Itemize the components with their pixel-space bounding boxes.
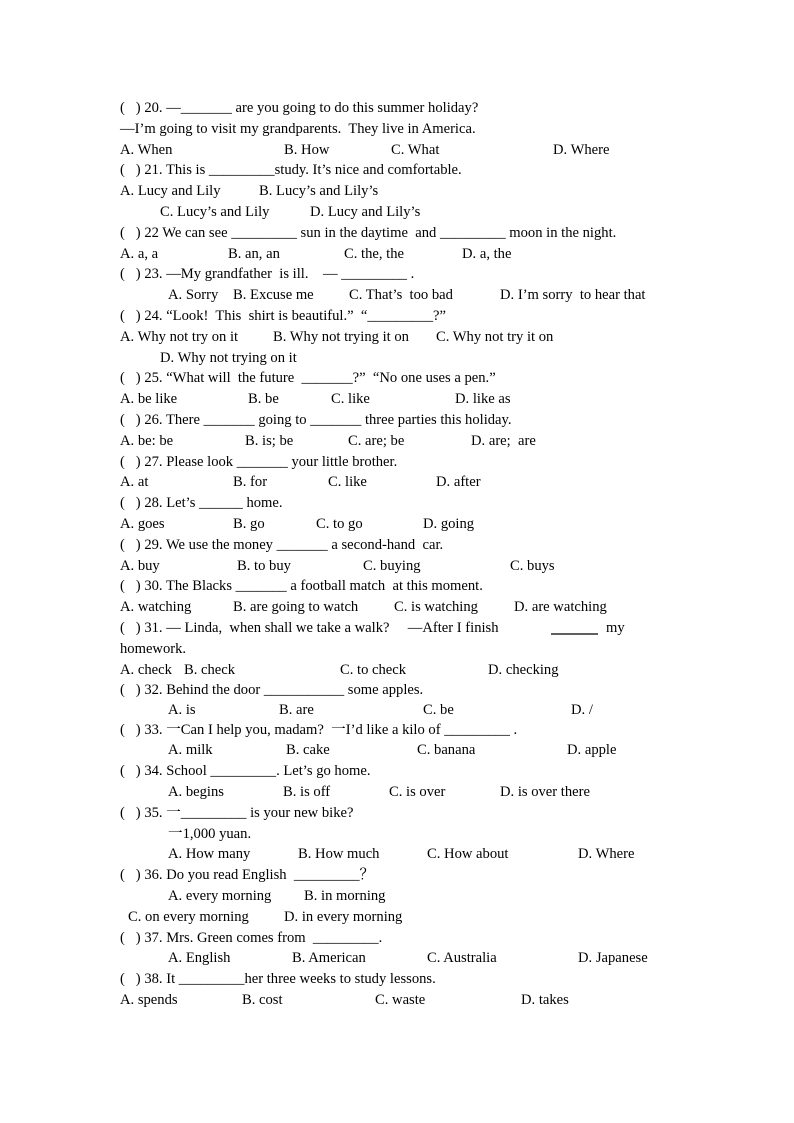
q25-option-c: C. like (331, 391, 370, 407)
q27-option-a: A. at (120, 474, 149, 490)
q38-option-d: D. takes (521, 992, 569, 1008)
q26-stem: ( ) 26. There _______ going to _______ three parties this holiday. (120, 412, 512, 428)
q31-option-d: D. checking (488, 662, 559, 678)
q25-option-b: B. be (248, 391, 279, 407)
q38-stem: ( ) 38. It _________her three weeks to study lessons. (120, 971, 436, 987)
q29-option-a: A. buy (120, 558, 160, 574)
q32-stem: ( ) 32. Behind the door ___________ some apples. (120, 682, 424, 698)
q36-stem: ( ) 36. Do you read English _________？ (120, 867, 375, 883)
q31-stem: ( ) 31. — Linda, when shall we take a walk? —After I finish (120, 620, 499, 636)
q20-option-d: D. Where (553, 142, 610, 158)
q20-option-b: B. How (284, 142, 330, 158)
q26-option-b: B. is; be (245, 433, 294, 449)
q37-option-a: A. English (168, 950, 231, 966)
q29-option-c: C. buying (363, 558, 421, 574)
q30-stem: ( ) 30. The Blacks _______ a football match at this moment. (120, 578, 483, 594)
q37-option-c: C. Australia (427, 950, 497, 966)
q31-stem-end: my (606, 620, 625, 636)
q24-stem: ( ) 24. “Look! This shirt is beautiful.” “_________?” (120, 308, 446, 324)
q35-option-b: B. How much (298, 846, 380, 862)
q28-option-a: A. goes (120, 516, 165, 532)
q23-stem: ( ) 23. —My grandfather is ill. — _________ . (120, 266, 415, 282)
q24-option-a: A. Why not try on it (120, 329, 239, 345)
q35-answer-line: 一1,000 yuan. (168, 826, 252, 842)
q28-stem: ( ) 28. Let’s ______ home. (120, 495, 283, 511)
q30-option-c: C. is watching (394, 599, 478, 615)
q37-option-b: B. American (292, 950, 366, 966)
q31-stem-continued: homework. (120, 641, 187, 657)
q32-option-b: B. are (279, 702, 314, 718)
q22-option-c: C. the, the (344, 246, 404, 262)
q30-option-a: A. watching (120, 599, 192, 615)
q24-option-d: D. Why not trying on it (160, 350, 297, 366)
q37-option-d: D. Japanese (578, 950, 648, 966)
q38-option-c: C. waste (375, 992, 426, 1008)
q33-option-d: D. apple (567, 742, 617, 758)
q36-option-c: C. on every morning (128, 909, 249, 925)
q25-option-a: A. be like (120, 391, 178, 407)
q20-answer-line: —I’m going to visit my grandparents. They live in America. (120, 121, 476, 137)
q22-stem: ( ) 22 We can see _________ sun in the daytime and _________ moon in the night. (120, 225, 617, 241)
q32-option-a: A. is (168, 702, 196, 718)
q25-option-d: D. like as (455, 391, 511, 407)
q20-stem: ( ) 20. —_______ are you going to do this summer holiday? (120, 100, 479, 116)
q31-option-c: C. to check (340, 662, 407, 678)
q33-option-b: B. cake (286, 742, 330, 758)
q23-option-a: A. Sorry (168, 287, 219, 303)
q29-option-d: C. buys (510, 558, 555, 574)
q21-stem: ( ) 21. This is _________study. It’s nice and comfortable. (120, 162, 462, 178)
q23-option-d: D. I’m sorry to hear that (500, 287, 646, 303)
q23-option-b: B. Excuse me (233, 287, 314, 303)
q32-option-d: D. / (571, 702, 593, 718)
q34-stem: ( ) 34. School _________. Let’s go home. (120, 763, 371, 779)
q36-option-d: D. in every morning (284, 909, 403, 925)
q38-option-b: B. cost (242, 992, 283, 1008)
q21-option-a: A. Lucy and Lily (120, 183, 221, 199)
q28-option-c: C. to go (316, 516, 363, 532)
q34-option-d: D. is over there (500, 784, 590, 800)
q26-option-d: D. are; are (471, 433, 536, 449)
q31-option-a: A. check (120, 662, 172, 678)
q21-option-b: B. Lucy’s and Lily’s (259, 183, 379, 199)
q37-stem: ( ) 37. Mrs. Green comes from _________. (120, 930, 383, 946)
q36-option-a: A. every morning (168, 888, 272, 904)
q35-option-d: D. Where (578, 846, 635, 862)
q38-option-a: A. spends (120, 992, 178, 1008)
q22-option-a: A. a, a (120, 246, 159, 262)
q34-option-b: B. is off (283, 784, 331, 800)
q24-option-b: B. Why not trying it on (273, 329, 409, 345)
q36-option-b: B. in morning (304, 888, 386, 904)
q20-option-c: C. What (391, 142, 440, 158)
q29-stem: ( ) 29. We use the money _______ a second-hand car. (120, 537, 444, 553)
q21-option-d: D. Lucy and Lily’s (310, 204, 421, 220)
q35-option-c: C. How about (427, 846, 509, 862)
q24-option-c: C. Why not try it on (436, 329, 554, 345)
q33-option-a: A. milk (168, 742, 213, 758)
q31-option-b: B. check (184, 662, 236, 678)
q22-option-d: D. a, the (462, 246, 512, 262)
q29-option-b: B. to buy (237, 558, 291, 574)
q33-stem: ( ) 33. 一Can I help you, madam? 一I’d like a kilo of _________ . (120, 722, 518, 738)
q27-option-b: B. for (233, 474, 268, 490)
q27-stem: ( ) 27. Please look _______ your little brother. (120, 454, 398, 470)
q30-option-b: B. are going to watch (233, 599, 359, 615)
q33-option-c: C. banana (417, 742, 476, 758)
q35-option-a: A. How many (168, 846, 251, 862)
q34-option-a: A. begins (168, 784, 224, 800)
q28-option-d: D. going (423, 516, 475, 532)
q20-option-a: A. When (120, 142, 173, 158)
q35-stem: ( ) 35. 一_________ is your new bike? (120, 805, 354, 821)
q21-option-c: C. Lucy’s and Lily (160, 204, 270, 220)
q25-stem: ( ) 25. “What will the future _______?” “No one uses a pen.” (120, 370, 496, 386)
q26-option-a: A. be: be (120, 433, 174, 449)
q30-option-d: D. are watching (514, 599, 607, 615)
q27-option-c: C. like (328, 474, 367, 490)
q28-option-b: B. go (233, 516, 265, 532)
q34-option-c: C. is over (389, 784, 446, 800)
q27-option-d: D. after (436, 474, 481, 490)
q23-option-c: C. That’s too bad (349, 287, 453, 303)
q26-option-c: C. are; be (348, 433, 405, 449)
q32-option-c: C. be (423, 702, 454, 718)
q22-option-b: B. an, an (228, 246, 280, 262)
